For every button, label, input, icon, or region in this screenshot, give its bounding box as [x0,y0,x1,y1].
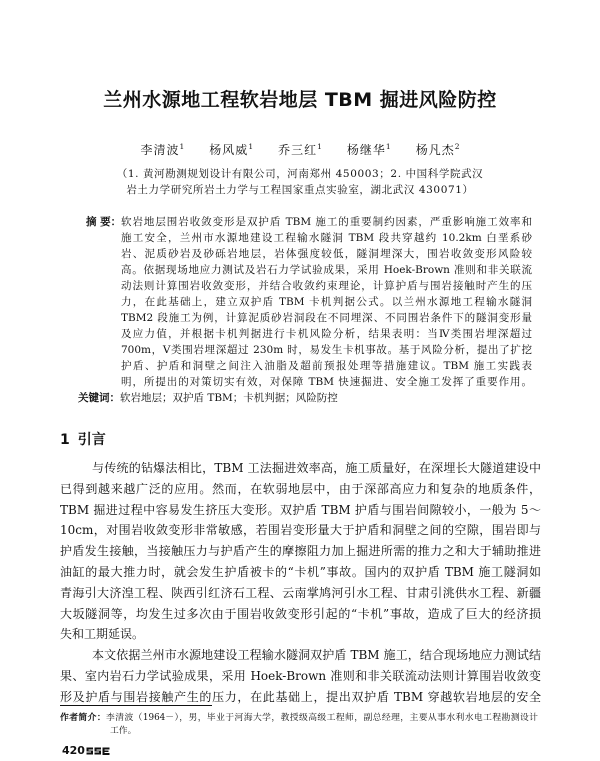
page-number: 420 [62,744,85,757]
body-line: 形及护盾与围岩接触产生的压力，在此基础上，提出双护盾 TBM 穿越软岩地层的安全 [60,689,541,704]
section-title: 引言 [77,432,106,448]
body-line: 果、室内岩石力学试验成果，采用 Hoek-Brown 准则和非关联流动法则计算围岩收敛变 [60,669,541,683]
body-line: 油缸的最大推力时，就会发生护盾被卡的“卡机”事故。国内的双护盾 TBM 施工隧洞如 [60,565,541,579]
footnote-label: 作者简介： [60,713,107,723]
abstract-line: 700m，Ⅴ类围岩埋深超过 230m 时，易发生卡机事故。基于风险分析，提出了扩挖 [121,344,532,356]
footnote-text: 李清波（1964－），男，毕业于河海大学，教授级高级工程师，副总经理，主要从事水利水电工程勘测设计 [106,713,538,723]
abstract-line: 岩、泥质砂岩及砂砾岩地层，岩体强度较低，隧洞埋深大，围岩收敛变形风险较 [121,248,532,260]
author-name: 杨凡杰 [415,143,455,157]
author [141,142,185,158]
author-name: 李清波 [140,143,180,157]
footnote-line [60,712,538,724]
body-line: 青海引大济湟工程、陕西引红济石工程、云南掌鸠河引水工程、甘肃引洮供水工程、新疆 [60,585,541,600]
abstract-line: 动法则计算围岩收敛变形，并结合收敛约束理论，计算护盾与围岩接触时产生的压 [121,280,532,292]
author-affiliation-mark: 1 [179,142,185,151]
body-line: 大坂隧洞等，均发生过多次由于围岩收敛变形引起的“卡机”事故，造成了巨大的经济损 [60,606,541,621]
abstract-line: 明，所提出的对策切实有效，对保障 TBM 快速掘进、安全施工发挥了重要作用。 [121,376,532,388]
body-line: 护盾发生接触，当接触压力与护盾产生的摩擦阻力加上掘进所需的推力之和大于辅助推进 [60,544,541,559]
abstract-line: 护盾、护盾和洞壁之间注入油脂及超前预报处理等措施建议。TBM 施工实践表 [121,360,532,372]
author-name: 杨风威 [209,143,249,157]
author-affiliation-mark: 2 [454,142,460,151]
abstract-line: TBM2 段施工为例，计算泥质砂岩洞段在不同埋深、不同围岩条件下的隧洞变形量 [121,312,532,324]
abstract-line: 及应力值，并根据卡机判据进行卡机风险分析，结果表明：当Ⅳ类围岩埋深超过 [121,328,532,340]
paper-title: 兰州水源地工程软岩地层 TBM 掘进风险防控 [103,89,497,111]
section-heading [60,431,106,449]
author-name: 乔三红 [278,143,318,157]
body-line: 失和工期延误。 [60,627,145,642]
abstract-line: 施工安全，兰州市水源地建设工程输水隧洞 TBM 段共穿越约 10.2km 白垩系砂 [121,232,532,244]
body-line: 已得到越来越广泛的应用。然而，在软弱地层中，由于深部高应力和复杂的地质条件， [60,481,541,496]
affiliation-line: （1. 黄河勘测规划设计有限公司，河南郑州 450003；2. 中国科学院武汉 [116,168,484,180]
abstract-line: 软岩地层围岩收敛变形是双护盾 TBM 施工的重要制约因素，严重影响施工效率和 [121,216,532,228]
author-affiliation-mark: 1 [385,142,391,151]
body-line: 与传统的钻爆法相比，TBM 工法掘进效率高，施工质量好，在深埋长大隧道建设中 [92,461,541,475]
abstract-line: 力，在此基础上，建立双护盾 TBM 卡机判据公式。以兰州水源地工程输水隧洞 [121,296,532,308]
keywords [78,390,338,406]
abstract-line: 高。依据现场地应力测试及岩石力学试验成果，采用 Hoek-Brown 准则和非关联流 [121,264,532,276]
author [278,142,322,158]
author-list [0,142,600,158]
abstract-label: 摘 要： [86,216,122,228]
author [347,142,391,158]
footnote-divider [60,705,212,706]
section-number: 1 [60,432,70,448]
affiliation-line: 岩土力学研究所岩土力学与工程国家重点实验室，湖北武汉 430071） [126,184,474,196]
author [209,142,253,158]
body-line: TBM 掘进过程中容易发生挤压大变形。双护盾 TBM 护盾与围岩间隙较小，一般为 5～ [60,502,541,517]
author [416,142,460,158]
author-affiliation-mark: 1 [317,142,322,151]
keywords-label: 关键词： [78,392,120,404]
author-affiliation-mark: 1 [248,142,254,151]
keywords-text: 软岩地层；双护盾 TBM；卡机判据；风险防控 [120,392,338,404]
body-line: 本文依据兰州市水源地建设工程输水隧洞双护盾 TBM 施工，结合现场地应力测试结 [92,648,541,663]
journal-logo-icon [86,746,110,756]
author-name: 杨继华 [346,143,386,157]
body-line: 10cm，对围岩收敛变形非常敏感，若围岩变形量大于护盾和洞壁之间的空隙，围岩即与 [60,523,541,538]
footnote-line: 工作。 [110,726,137,736]
